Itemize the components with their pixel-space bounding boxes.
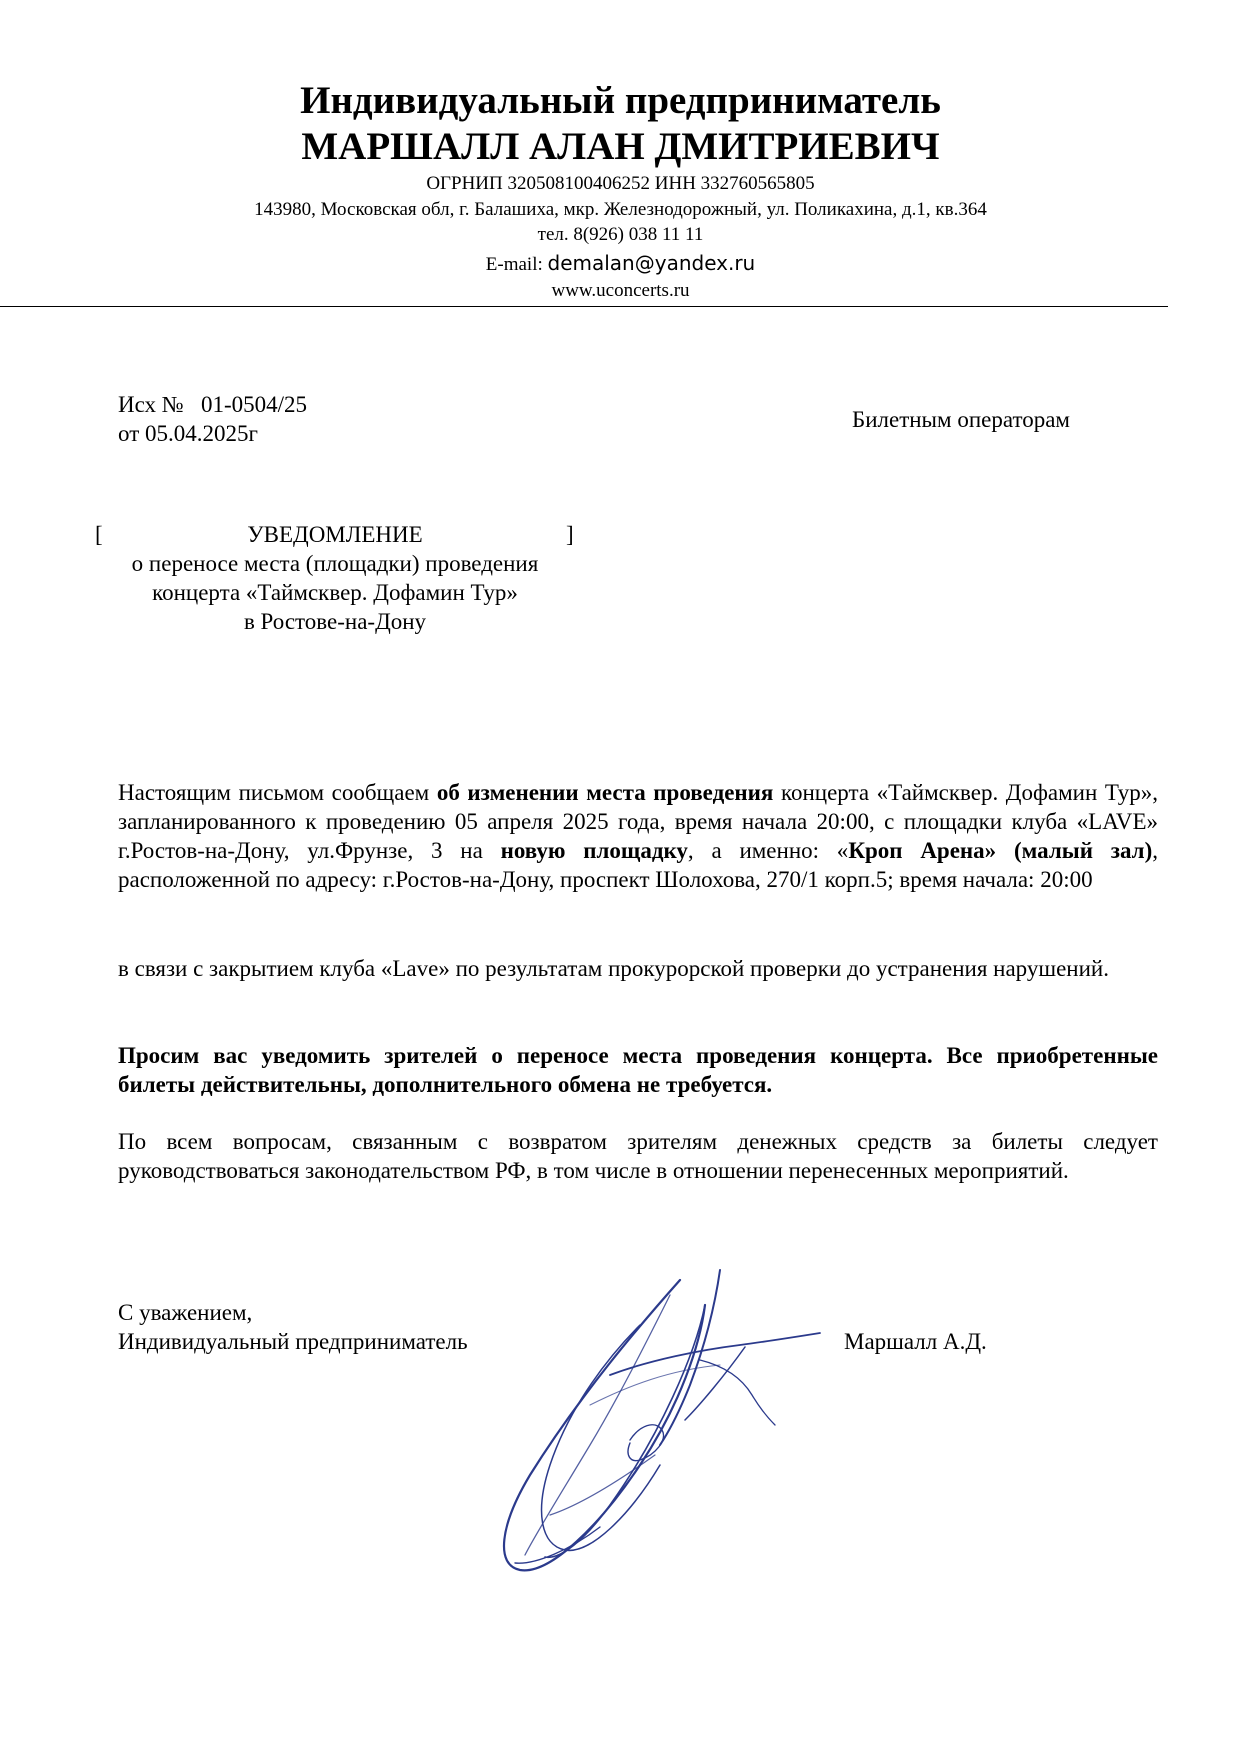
p1-text-e: , а именно: « (687, 838, 849, 863)
outgoing-number: Исх № 01-0504/25 (118, 392, 308, 417)
body-paragraph-2: в связи с закрытием клуба «Lave» по результатам прокурорской проверки до устранения нарушений. (118, 956, 1109, 981)
p1-emphasis-venue-name: Кроп Арена» (малый зал) (848, 838, 1153, 863)
notice-subtitle-line3: в Ростове-на-Дону (243, 609, 427, 634)
p1-text-g: , расположенной по адресу: г.Ростов-на-Дону, проспект Шолохова, 270/1 корп.5; время начала: 20:00 (118, 838, 1158, 892)
p1-text-a: Настоящим письмом сообщаем (118, 780, 437, 805)
p1-text-c: концерта «Таймсквер. Дофамин Тур», запланированного к проведению 05 апреля 2025 года, время начала 20:00, с площадки клуба «LAVE» г.Ростов-на-Дону, ул.Фрунзе, 3 на (118, 780, 1159, 863)
letterhead-divider (0, 306, 1168, 307)
notice-heading: УВЕДОМЛЕНИЕ (247, 522, 423, 547)
addressee: Билетным операторам (852, 407, 1070, 432)
letterhead-phone: тел. 8(926) 038 11 11 (537, 224, 704, 245)
body-paragraph-1 (118, 778, 1158, 894)
notice-subtitle-line1: о переносе места (площадки) проведения (131, 551, 539, 576)
body-paragraph-3: Просим вас уведомить зрителей о переносе места проведения концерта. Все приобретенные билеты действительны, дополнительного обмена не требуется. (118, 1043, 1158, 1097)
outgoing-date: от 05.04.2025г (118, 421, 258, 446)
signatory-name: Маршалл А.Д. (844, 1329, 987, 1354)
notice-title (100, 520, 570, 636)
p1-emphasis-change: об изменении места проведения (436, 780, 774, 805)
letterhead-registration: ОГРНИП 320508100406252 ИНН 332760565805 (426, 173, 815, 194)
title-bracket-close: ] (566, 522, 574, 547)
closing-regards: С уважением, (118, 1300, 253, 1325)
email-label: E-mail: (485, 254, 548, 275)
closing-position: Индивидуальный предприниматель (118, 1329, 468, 1354)
email-link[interactable]: demalan@yandex.ru (547, 251, 756, 275)
letterhead-website[interactable]: www.uconcerts.ru (551, 280, 690, 301)
letterhead-email (0, 250, 1241, 278)
notice-subtitle-line2: концерта «Таймсквер. Дофамин Тур» (152, 580, 518, 605)
title-bracket-open: [ (95, 522, 103, 547)
letterhead-address: 143980, Московская обл, г. Балашиха, мкр. Железнодорожный, ул. Поликахина, д.1, кв.364 (254, 199, 987, 220)
p1-emphasis-new-venue: новую площадку (500, 838, 688, 863)
body-paragraph-4: По всем вопросам, связанным с возвратом зрителям денежных средств за билеты следует руководствоваться законодательством РФ, в том числе в отношении перенесенных мероприятий. (118, 1129, 1158, 1183)
letterhead-name: МАРШАЛЛ АЛАН ДМИТРИЕВИЧ (301, 125, 940, 168)
handwritten-signature (490, 1265, 830, 1575)
letterhead-title: Индивидуальный предприниматель (300, 79, 941, 122)
